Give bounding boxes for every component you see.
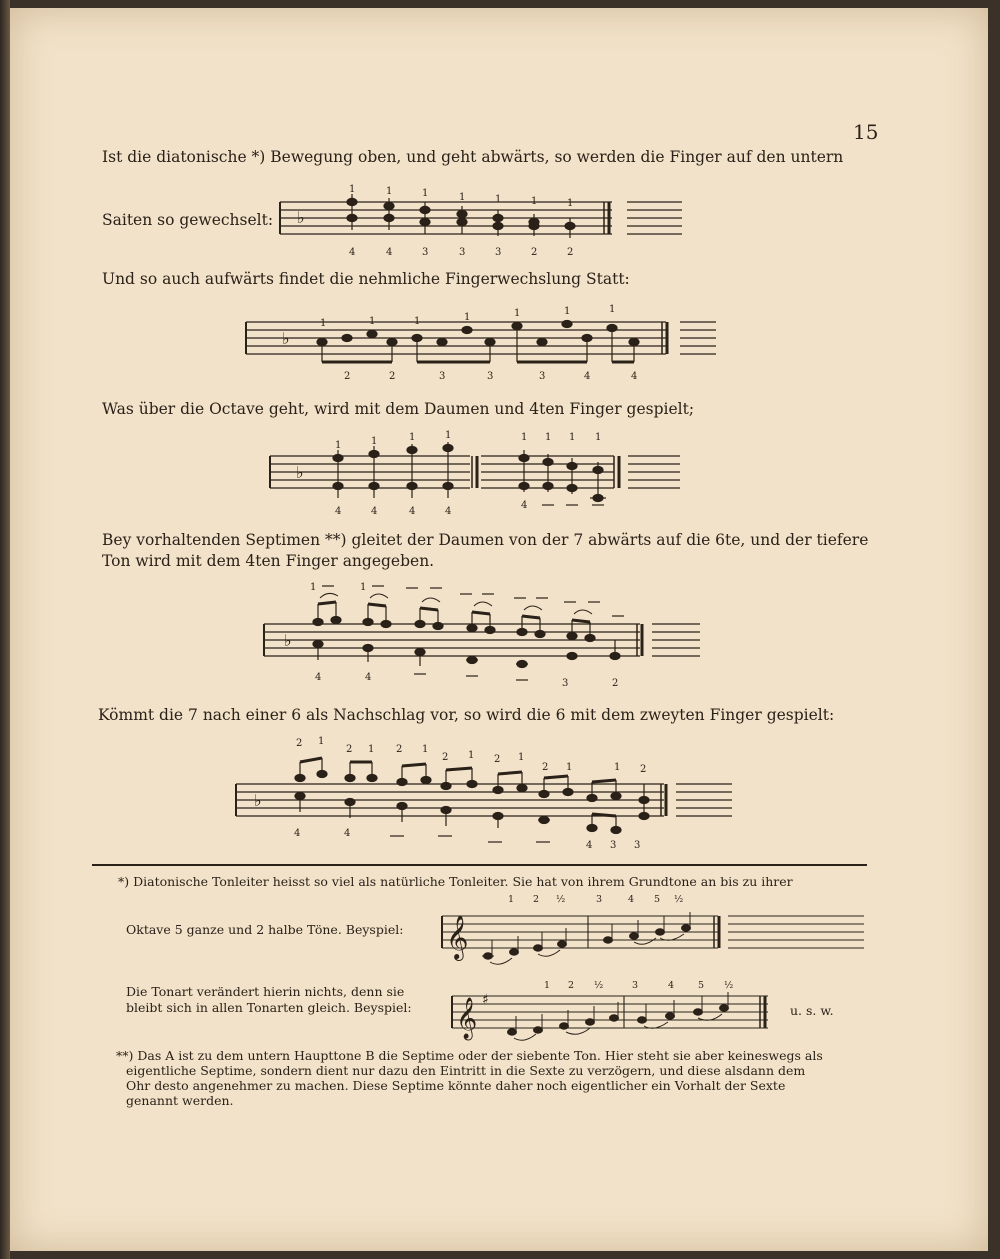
svg-text:1: 1 [349,184,356,195]
svg-text:1: 1 [414,316,421,327]
svg-text:1: 1 [360,582,367,593]
paragraph-4: Bey vorhaltenden Septimen **) gleitet der Daumen von der 7 abwärts auf die 6te, und der tiefere [102,531,869,549]
footnote-2-line-4: genannt werden. [126,1093,234,1108]
fingering-bottom [335,500,527,517]
svg-text:2: 2 [346,744,353,755]
svg-text:2: 2 [533,894,540,905]
svg-text:2: 2 [494,754,501,765]
svg-text:3: 3 [487,371,494,382]
treble-clef-icon: 𝄞 [446,915,469,959]
svg-text:1: 1 [368,744,375,755]
book-page [10,8,988,1251]
music-example-4 [260,576,710,688]
svg-text:4: 4 [409,506,416,517]
svg-text:1: 1 [518,752,525,763]
svg-text:4: 4 [344,828,351,839]
scale-2-fingering [544,980,733,991]
fingering-bottom [344,371,637,382]
paragraph-3: Was über die Octave geht, wird mit dem Daumen und 4ten Finger gespielt; [102,400,695,418]
svg-text:♭: ♭ [254,791,262,810]
music-example-2 [242,304,722,384]
svg-text:4: 4 [315,672,322,683]
svg-text:1: 1 [468,750,475,761]
svg-text:4: 4 [365,672,372,683]
footnote-2-line-3: Ohr desto angenehmer zu machen. Diese Septime könnte daher noch eigentlicher ein Vorhalt der Sexte [126,1078,786,1093]
svg-text:2: 2 [344,371,351,382]
svg-text:4: 4 [371,506,378,517]
svg-text:2: 2 [542,762,549,773]
svg-text:1: 1 [567,198,574,209]
page-number: 15 [853,120,879,144]
svg-text:1: 1 [614,762,621,773]
music-example-5 [232,730,742,854]
svg-text:4: 4 [586,840,593,851]
svg-text:1: 1 [544,980,551,991]
svg-text:4: 4 [521,500,528,511]
paragraph-1-cont: Saiten so gewechselt: [102,211,274,229]
svg-text:1: 1 [422,744,429,755]
svg-text:1: 1 [310,582,317,593]
svg-text:1: 1 [508,894,515,905]
svg-text:1: 1 [464,312,471,323]
footnote-1-line-1: *) Diatonische Tonleiter heisst so viel als natürliche Tonleiter. Sie hat von ihrem Grundtone an bis zu ihrer [118,874,793,889]
svg-text:♭: ♭ [284,631,292,650]
scale-example-1 [438,888,868,968]
fingering-bottom [315,672,618,688]
svg-text:1: 1 [609,304,616,315]
svg-text:1: 1 [595,432,602,443]
svg-text:3: 3 [632,980,639,991]
footnote-2-line-1: **) Das A ist zu dem untern Haupttone B die Septime oder der siebente Ton. Hier steht sie aber keineswegs als [116,1048,823,1063]
svg-text:1: 1 [566,762,573,773]
music-example-3 [266,428,686,520]
svg-text:3: 3 [610,840,617,851]
svg-text:1: 1 [386,186,393,197]
svg-text:1: 1 [564,306,571,317]
svg-text:5: 5 [698,980,705,991]
svg-text:3: 3 [634,840,641,851]
svg-text:4: 4 [294,828,301,839]
svg-text:½: ½ [724,980,734,991]
svg-text:4: 4 [668,980,675,991]
svg-text:1: 1 [521,432,528,443]
svg-text:1: 1 [318,736,325,747]
fingering-top [310,582,366,593]
svg-text:♭: ♭ [297,208,305,227]
svg-text:3: 3 [459,247,466,258]
svg-text:1: 1 [569,432,576,443]
svg-text:1: 1 [409,432,416,443]
svg-text:1: 1 [422,188,429,199]
svg-text:1: 1 [459,192,466,203]
paragraph-1: Ist die diatonische *) Bewegung oben, und geht abwärts, so werden die Finger auf den untern [102,148,844,166]
footnote-1-line-3b: bleibt sich in allen Tonarten gleich. Beyspiel: [126,1000,412,1015]
fingering-bottom [349,247,573,258]
svg-text:1: 1 [320,318,327,329]
svg-text:3: 3 [495,247,502,258]
svg-text:3: 3 [439,371,446,382]
svg-text:1: 1 [445,430,452,441]
svg-text:2: 2 [567,247,574,258]
svg-text:2: 2 [296,738,303,749]
treble-clef-icon: 𝄞 [456,998,478,1039]
footnote-1-line-2: Oktave 5 ganze und 2 halbe Töne. Beyspiel: [126,922,404,937]
svg-text:3: 3 [539,371,546,382]
svg-text:1: 1 [335,440,342,451]
music-example-1 [272,180,692,260]
fingering-top [349,184,573,209]
svg-text:2: 2 [568,980,575,991]
svg-text:1: 1 [369,316,376,327]
fingering-top [335,430,601,451]
paragraph-2: Und so auch aufwärts findet die nehmliche Fingerwechslung Statt: [102,270,630,288]
svg-text:3: 3 [596,894,603,905]
scale-example-2 [448,974,778,1046]
svg-text:2: 2 [612,678,619,688]
svg-text:4: 4 [584,371,591,382]
svg-text:4: 4 [631,371,638,382]
svg-text:½: ½ [674,894,684,905]
svg-text:1: 1 [514,308,521,319]
svg-text:2: 2 [389,371,396,382]
svg-text:2: 2 [531,247,538,258]
footnote-separator [92,864,867,866]
svg-text:2: 2 [640,764,647,775]
svg-text:4: 4 [386,247,393,258]
svg-text:4: 4 [335,506,342,517]
svg-text:1: 1 [531,196,538,207]
svg-text:5: 5 [654,894,661,905]
svg-text:3: 3 [562,678,569,688]
svg-text:2: 2 [442,752,449,763]
book-gutter [0,0,10,1259]
svg-text:♭: ♭ [296,463,304,482]
svg-text:½: ½ [556,894,566,905]
svg-text:4: 4 [628,894,635,905]
usw-label: u. s. w. [790,1003,834,1018]
footnote-2-line-2: eigentliche Septime, sondern dient nur dazu den Eintritt in die Sexte zu verzögern, und diese alsdann dem [126,1063,806,1078]
svg-text:3: 3 [422,247,429,258]
scale-1-fingering [508,894,683,905]
svg-text:2: 2 [396,744,403,755]
svg-text:½: ½ [594,980,604,991]
sharp-icon: ♯ [482,992,489,1008]
fingering-bottom [294,828,640,851]
svg-text:4: 4 [349,247,356,258]
svg-text:1: 1 [495,194,502,205]
footnote-1-line-3a: Die Tonart verändert hierin nichts, denn sie [126,984,405,999]
svg-text:1: 1 [371,436,378,447]
svg-text:1: 1 [545,432,552,443]
svg-text:♭: ♭ [282,329,290,348]
svg-text:4: 4 [445,506,452,517]
paragraph-4-cont: Ton wird mit dem 4ten Finger angegeben. [102,552,435,570]
paragraph-5: Kömmt die 7 nach einer 6 als Nachschlag vor, so wird die 6 mit dem zweyten Finger gespielt: [98,706,835,724]
